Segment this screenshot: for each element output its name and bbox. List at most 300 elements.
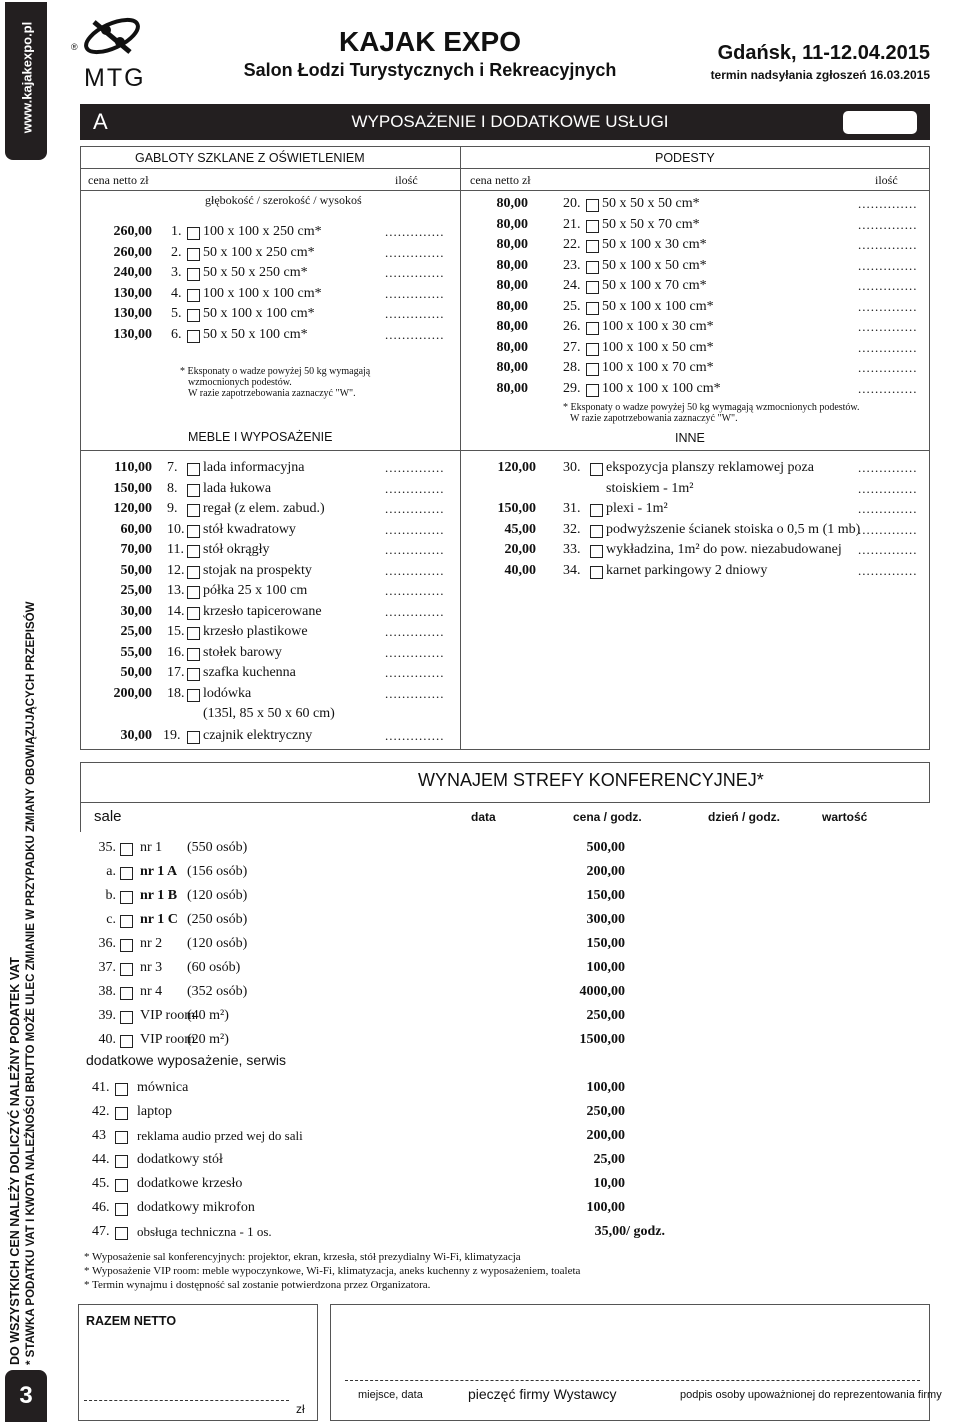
item-price: 80,00 bbox=[496, 257, 528, 273]
podesty-title: PODESTY bbox=[655, 151, 715, 165]
checkbox[interactable] bbox=[115, 1179, 128, 1192]
quantity-field[interactable]: .............. bbox=[385, 685, 445, 701]
item-number: 34. bbox=[563, 562, 581, 578]
room-number: 38. bbox=[98, 984, 116, 999]
extra-label: dodatkowe krzesło bbox=[137, 1176, 243, 1191]
place-date-label: miejsce, data bbox=[358, 1389, 423, 1401]
page-title: KAJAK EXPO bbox=[338, 26, 522, 57]
item-price: 45,00 bbox=[504, 521, 536, 537]
quantity-field[interactable]: .............. bbox=[858, 319, 918, 334]
item-label: 50 x 100 x 30 cm* bbox=[602, 237, 707, 252]
item-number: 33. bbox=[563, 542, 581, 557]
item-price: 130,00 bbox=[113, 326, 152, 342]
section-letter: A bbox=[93, 109, 108, 134]
quantity-field[interactable]: .............. bbox=[858, 257, 918, 273]
checkbox[interactable] bbox=[187, 668, 200, 681]
item-price: 80,00 bbox=[496, 298, 528, 314]
item-number: 3. bbox=[171, 265, 182, 280]
quantity-field[interactable]: .............. bbox=[858, 501, 918, 516]
list-row bbox=[0, 381, 960, 401]
signature-box bbox=[330, 1304, 930, 1421]
quantity-field[interactable]: .............. bbox=[858, 521, 918, 537]
checkbox[interactable] bbox=[187, 731, 200, 744]
konf-room-row bbox=[0, 888, 960, 908]
extra-label: reklama audio przed wej do sali bbox=[137, 1128, 303, 1143]
checkbox[interactable] bbox=[187, 586, 200, 599]
checkbox[interactable] bbox=[586, 302, 599, 315]
quantity-field[interactable]: .............. bbox=[385, 306, 445, 321]
quantity-field[interactable]: .............. bbox=[858, 480, 918, 496]
item-label: 50 x 50 x 100 cm* bbox=[203, 326, 308, 342]
checkbox[interactable] bbox=[586, 363, 599, 376]
checkbox[interactable] bbox=[120, 1035, 133, 1048]
item-price: 240,00 bbox=[113, 265, 152, 280]
quantity-field[interactable]: .............. bbox=[385, 265, 445, 280]
quantity-field[interactable]: .............. bbox=[385, 521, 445, 537]
item-number: 13. bbox=[167, 583, 185, 598]
quantity-field[interactable]: .............. bbox=[385, 244, 445, 260]
item-number: 12. bbox=[167, 562, 185, 578]
item-number: 32. bbox=[563, 521, 581, 537]
item-price: 80,00 bbox=[496, 216, 528, 232]
checkbox[interactable] bbox=[586, 261, 599, 274]
item-price: 50,00 bbox=[120, 665, 152, 680]
item-label: krzesło tapicerowane bbox=[203, 603, 322, 619]
konf-room-row bbox=[0, 960, 960, 980]
konf-room-row bbox=[0, 840, 960, 860]
konf-room-row bbox=[0, 912, 960, 932]
checkbox[interactable] bbox=[586, 343, 599, 356]
room-name: nr 2 bbox=[140, 936, 163, 951]
extra-price: 35,00/ godz. bbox=[594, 1224, 665, 1239]
item-label: 50 x 50 x 70 cm* bbox=[602, 216, 700, 232]
room-capacity: (156 osób) bbox=[187, 864, 248, 879]
extra-label: dodatkowy mikrofon bbox=[137, 1200, 255, 1215]
item-label: 100 x 100 x 250 cm* bbox=[203, 224, 322, 239]
extra-number: 46. bbox=[92, 1200, 110, 1215]
konf-title: WYNAJEM STREFY KONFERENCYJNEJ* bbox=[418, 770, 764, 790]
checkbox[interactable] bbox=[120, 1011, 133, 1024]
extra-number: 45. bbox=[92, 1176, 110, 1191]
vat-rate-note: * STAWKA PODATKU VAT I KWOTA NALEŻNOŚCI BRUTTO MOŻE ULEC ZMIANIE W PRZYPADKU ZMIANY OBOWIĄZUJĄCYCH PRZEPISÓW bbox=[25, 601, 37, 1365]
room-capacity: (550 osób) bbox=[187, 840, 248, 855]
item-number: 23. bbox=[563, 257, 581, 273]
list-row bbox=[0, 686, 960, 706]
checkbox[interactable] bbox=[120, 891, 133, 904]
item-label: regał (z elem. zabud.) bbox=[203, 501, 325, 516]
item-label: stoiskiem - 1m² bbox=[606, 480, 694, 496]
item-number: 1. bbox=[171, 224, 182, 239]
quantity-field[interactable]: .............. bbox=[858, 380, 918, 396]
section-title: WYPOSAŻENIE I DODATKOWE USŁUGI bbox=[351, 112, 669, 131]
item-label: plexi - 1m² bbox=[606, 501, 668, 516]
list-row bbox=[0, 196, 960, 216]
podesty-qty-head: ilość bbox=[875, 173, 898, 187]
quantity-field[interactable]: .............. bbox=[858, 339, 918, 355]
room-capacity: (120 osób) bbox=[187, 888, 248, 903]
checkbox[interactable] bbox=[187, 627, 200, 640]
item-label: wykładzina, 1m² do pow. niezabudowanej bbox=[606, 542, 842, 557]
gabloty-title: GABLOTY SZKLANE Z OŚWIETLENIEM bbox=[135, 151, 365, 165]
item-number: 5. bbox=[171, 306, 182, 321]
checkbox[interactable] bbox=[115, 1083, 128, 1096]
room-price: 500,00 bbox=[586, 840, 625, 855]
extra-row bbox=[0, 1128, 960, 1148]
list-row bbox=[0, 481, 960, 501]
dims-head: głębokość / szerokość / wysokoś bbox=[205, 193, 362, 207]
item-price: 80,00 bbox=[496, 339, 528, 355]
checkbox[interactable] bbox=[590, 566, 603, 579]
item-number: 9. bbox=[167, 501, 178, 516]
item-price: 200,00 bbox=[113, 685, 152, 701]
item-price: 30,00 bbox=[120, 603, 152, 619]
gabloty-note-3: W razie zapotrzebowania zaznaczyć "W". bbox=[188, 388, 356, 399]
mtg-logo-icon bbox=[80, 14, 144, 70]
list-row bbox=[0, 360, 960, 380]
item-price: 120,00 bbox=[497, 460, 536, 475]
room-price: 200,00 bbox=[586, 864, 625, 879]
item-label: czajnik elektryczny bbox=[203, 728, 313, 743]
konf-room-row bbox=[0, 864, 960, 884]
item-number: 16. bbox=[167, 644, 185, 660]
room-number: c. bbox=[106, 912, 116, 927]
room-name: nr 4 bbox=[140, 984, 163, 999]
quantity-field[interactable]: .............. bbox=[385, 562, 445, 578]
item-price: 260,00 bbox=[113, 244, 152, 260]
checkbox[interactable] bbox=[120, 843, 133, 856]
item-label: 100 x 100 x 50 cm* bbox=[602, 339, 714, 355]
section-banner bbox=[80, 104, 930, 140]
checkbox[interactable] bbox=[586, 384, 599, 397]
quantity-field[interactable]: .............. bbox=[385, 285, 445, 301]
page-subtitle: Salon Łodzi Turystycznych i Rekreacyjnych bbox=[243, 60, 617, 80]
item-price: 55,00 bbox=[120, 644, 152, 660]
list-row bbox=[0, 728, 960, 748]
room-capacity: (250 osób) bbox=[187, 912, 248, 927]
list-row bbox=[0, 522, 960, 542]
item-number: 7. bbox=[167, 460, 178, 475]
room-capacity: (60 osób) bbox=[187, 960, 241, 975]
room-price: 1500,00 bbox=[579, 1032, 625, 1047]
konf-col-dzien: dzień / godz. bbox=[708, 810, 780, 824]
razem-label: RAZEM NETTO bbox=[86, 1314, 177, 1328]
quantity-field[interactable]: .............. bbox=[385, 501, 445, 516]
extra-price: 100,00 bbox=[586, 1200, 625, 1215]
extra-label: mównica bbox=[137, 1080, 189, 1095]
item-label: lada łukowa bbox=[203, 480, 272, 496]
room-price: 300,00 bbox=[586, 912, 625, 927]
room-name: VIP room bbox=[140, 1008, 196, 1023]
item-price: 130,00 bbox=[113, 306, 152, 321]
registered-mark: ® bbox=[71, 42, 78, 52]
item-label: stołek barowy bbox=[203, 644, 282, 660]
extra-number: 47. bbox=[92, 1224, 110, 1239]
gabloty-note-1: * Eksponaty o wadze powyżej 50 kg wymagają bbox=[180, 366, 371, 377]
quantity-field[interactable]: .............. bbox=[385, 224, 445, 239]
checkbox[interactable] bbox=[586, 199, 599, 212]
razem-input-line[interactable] bbox=[84, 1400, 289, 1401]
item-label: 50 x 100 x 50 cm* bbox=[602, 257, 707, 273]
quantity-field[interactable]: .............. bbox=[858, 562, 918, 578]
extra-label: laptop bbox=[137, 1104, 172, 1119]
item-price: 30,00 bbox=[120, 728, 152, 743]
room-number: b. bbox=[105, 888, 116, 903]
checkbox[interactable] bbox=[120, 915, 133, 928]
item-price: 25,00 bbox=[120, 583, 152, 598]
list-row bbox=[0, 501, 960, 521]
stamp-label: pieczęć firmy Wystawcy bbox=[468, 1386, 617, 1402]
item-label: 50 x 50 x 50 cm* bbox=[602, 196, 700, 211]
extra-row bbox=[0, 1200, 960, 1220]
mtg-logo-text: MTG bbox=[84, 64, 146, 92]
item-price: 150,00 bbox=[497, 501, 536, 516]
item-label: stół kwadratowy bbox=[203, 521, 296, 537]
quantity-field[interactable]: .............. bbox=[858, 216, 918, 232]
item-label: 50 x 100 x 250 cm* bbox=[203, 244, 315, 260]
room-price: 4000,00 bbox=[579, 984, 625, 999]
list-row bbox=[0, 604, 960, 624]
item-price: 130,00 bbox=[113, 285, 152, 301]
item-label: 50 x 50 x 250 cm* bbox=[203, 265, 308, 280]
item-number: 10. bbox=[167, 521, 185, 537]
list-row bbox=[0, 340, 960, 360]
checkbox[interactable] bbox=[120, 939, 133, 952]
list-row bbox=[0, 542, 960, 562]
quantity-field[interactable]: .............. bbox=[385, 624, 445, 639]
item-label: 50 x 100 x 100 cm* bbox=[203, 306, 315, 321]
quantity-field[interactable]: .............. bbox=[385, 542, 445, 557]
quantity-field[interactable]: .............. bbox=[385, 326, 445, 342]
item-number: 6. bbox=[171, 326, 182, 342]
item-number: 27. bbox=[563, 339, 581, 355]
checkbox[interactable] bbox=[586, 240, 599, 253]
extra-number: 41. bbox=[92, 1080, 110, 1095]
currency-label: zł bbox=[296, 1402, 305, 1416]
konf-room-row bbox=[0, 984, 960, 1004]
item-label: 50 x 100 x 100 cm* bbox=[602, 298, 714, 314]
checkbox[interactable] bbox=[590, 525, 603, 538]
item-price: 40,00 bbox=[504, 562, 536, 578]
room-capacity: (352 osób) bbox=[187, 984, 248, 999]
konf-col-wartosc: wartość bbox=[822, 810, 868, 824]
item-price: 50,00 bbox=[120, 562, 152, 578]
quantity-field[interactable]: .............. bbox=[858, 237, 918, 252]
item-number: 17. bbox=[167, 665, 185, 680]
checkbox[interactable] bbox=[590, 545, 603, 558]
podesty-note-1: * Eksponaty o wadze powyżej 50 kg wymagają wzmocnionych podestów. bbox=[563, 402, 860, 413]
konf-room-row bbox=[0, 936, 960, 956]
item-price: 80,00 bbox=[496, 278, 528, 293]
item-label: lodówka bbox=[203, 685, 252, 701]
signature-line[interactable] bbox=[345, 1380, 920, 1381]
konf-col-sale: sale bbox=[94, 808, 122, 825]
room-name: VIP room bbox=[140, 1032, 196, 1047]
item-label: lada informacyjna bbox=[203, 460, 305, 475]
quantity-field[interactable]: .............. bbox=[858, 278, 918, 293]
extra-row bbox=[0, 1176, 960, 1196]
item-price: 260,00 bbox=[113, 224, 152, 239]
quantity-field[interactable]: .............. bbox=[385, 583, 445, 598]
vat-note: DO WSZYSTKICH CEN NALEŻY DOLICZYĆ NALEŻNY PODATEK VAT bbox=[8, 957, 22, 1365]
item-price: 150,00 bbox=[113, 480, 152, 496]
extras-title: dodatkowe wyposażenie, serwis bbox=[86, 1052, 286, 1068]
item-number: 25. bbox=[563, 298, 581, 314]
extra-row bbox=[0, 1104, 960, 1124]
item-label: szafka kuchenna bbox=[203, 665, 296, 680]
quantity-field[interactable]: .............. bbox=[385, 665, 445, 680]
room-price: 100,00 bbox=[586, 960, 625, 975]
room-capacity: (20 m²) bbox=[187, 1032, 229, 1047]
item-label: 100 x 100 x 100 cm* bbox=[602, 380, 721, 396]
list-row bbox=[0, 665, 960, 685]
footnote-2: * Wyposażenie VIP room: meble wypoczynkowe, Wi-Fi, klimatyzacja, aneks kuchenny z wyposażeniem, toaleta bbox=[84, 1265, 581, 1277]
checkbox[interactable] bbox=[187, 607, 200, 620]
konf-room-row bbox=[0, 1008, 960, 1028]
item-number: 2. bbox=[171, 244, 182, 260]
checkbox[interactable] bbox=[115, 1107, 128, 1120]
quantity-field[interactable]: .............. bbox=[385, 603, 445, 619]
item-number: 26. bbox=[563, 319, 581, 334]
checkbox[interactable] bbox=[586, 220, 599, 233]
item-price: 80,00 bbox=[496, 196, 528, 211]
list-row bbox=[0, 278, 960, 298]
deadline: termin nadsyłania zgłoszeń 16.03.2015 bbox=[710, 68, 930, 82]
item-price: 80,00 bbox=[496, 237, 528, 252]
quantity-field[interactable]: .............. bbox=[858, 460, 918, 475]
footnote-3: * Termin wynajmu i dostępność sal zostanie potwierdzona przez Organizatora. bbox=[84, 1279, 431, 1291]
konf-col-data: data bbox=[471, 810, 496, 824]
checkbox[interactable] bbox=[586, 281, 599, 294]
room-name: nr 1 A bbox=[140, 864, 178, 879]
item-price: 60,00 bbox=[120, 521, 152, 537]
item-number: 24. bbox=[563, 278, 581, 293]
checkbox[interactable] bbox=[187, 689, 200, 702]
item-number: 18. bbox=[167, 685, 185, 701]
item-price: 80,00 bbox=[496, 319, 528, 334]
gabloty-price-head: cena netto zł bbox=[88, 173, 149, 187]
website-url[interactable]: www.kajakexpo.pl bbox=[19, 21, 35, 134]
quantity-field[interactable]: .............. bbox=[385, 480, 445, 496]
list-row bbox=[0, 624, 960, 644]
list-row bbox=[0, 217, 960, 237]
item-price: 20,00 bbox=[504, 542, 536, 557]
extra-label: obsługa techniczna - 1 os. bbox=[137, 1224, 272, 1239]
quantity-field[interactable]: .............. bbox=[858, 298, 918, 314]
list-row bbox=[0, 460, 960, 480]
room-name: nr 3 bbox=[140, 960, 163, 975]
extra-price: 10,00 bbox=[593, 1176, 625, 1191]
room-capacity: (40 m²) bbox=[187, 1008, 229, 1023]
item-number: 20. bbox=[563, 196, 581, 211]
extra-price: 100,00 bbox=[586, 1080, 625, 1095]
form-code-field[interactable] bbox=[843, 111, 917, 134]
room-price: 150,00 bbox=[586, 888, 625, 903]
item-price: 70,00 bbox=[120, 542, 152, 557]
list-row bbox=[0, 645, 960, 665]
room-capacity: (120 osób) bbox=[187, 936, 248, 951]
item-number: 15. bbox=[167, 624, 185, 639]
room-name: nr 1 C bbox=[140, 912, 178, 927]
item-label: 50 x 100 x 70 cm* bbox=[602, 278, 707, 293]
quantity-field[interactable]: .............. bbox=[858, 360, 918, 375]
item-number: 29. bbox=[563, 380, 581, 396]
list-row bbox=[0, 258, 960, 278]
extra-label: dodatkowy stół bbox=[137, 1152, 223, 1167]
item-price: 25,00 bbox=[120, 624, 152, 639]
quantity-field[interactable]: .............. bbox=[858, 542, 918, 557]
checkbox[interactable] bbox=[120, 963, 133, 976]
checkbox[interactable] bbox=[115, 1203, 128, 1216]
list-row bbox=[0, 299, 960, 319]
quantity-field[interactable]: .............. bbox=[385, 644, 445, 660]
item-number: 28. bbox=[563, 360, 581, 375]
item-label: 100 x 100 x 100 cm* bbox=[203, 285, 322, 301]
room-number: 36. bbox=[98, 936, 116, 951]
meble-title: MEBLE I WYPOSAŻENIE bbox=[188, 430, 333, 444]
podesty-price-head: cena netto zł bbox=[470, 173, 531, 187]
item-label: karnet parkingowy 2 dniowy bbox=[606, 562, 768, 578]
page-number: 3 bbox=[5, 1370, 47, 1422]
sidebar-url-tab bbox=[5, 2, 47, 160]
checkbox[interactable] bbox=[120, 867, 133, 880]
quantity-field[interactable]: .............. bbox=[385, 460, 445, 475]
gabloty-note-2: wzmocnionych podestów. bbox=[188, 377, 292, 388]
konf-col-cena: cena / godz. bbox=[573, 810, 642, 824]
item-number: 11. bbox=[167, 542, 184, 557]
fridge-note: (135l, 85 x 50 x 60 cm) bbox=[203, 706, 335, 721]
room-name: nr 1 bbox=[140, 840, 163, 855]
checkbox[interactable] bbox=[590, 463, 603, 476]
list-row bbox=[0, 563, 960, 583]
quantity-field[interactable]: .............. bbox=[858, 196, 918, 211]
checkbox[interactable] bbox=[187, 648, 200, 661]
extra-number: 42. bbox=[92, 1104, 110, 1119]
checkbox[interactable] bbox=[115, 1227, 128, 1240]
item-number: 19. bbox=[163, 728, 181, 743]
checkbox[interactable] bbox=[115, 1131, 128, 1144]
extra-row bbox=[0, 1080, 960, 1100]
event-place-date: Gdańsk, 11-12.04.2015 bbox=[717, 42, 930, 64]
item-number: 30. bbox=[563, 460, 581, 475]
item-label: krzesło plastikowe bbox=[203, 624, 308, 639]
room-number: a. bbox=[106, 864, 116, 879]
item-label: półka 25 x 100 cm bbox=[203, 583, 308, 598]
checkbox[interactable] bbox=[590, 504, 603, 517]
signature-label: podpis osoby upoważnionej do reprezentowania firmy bbox=[680, 1389, 942, 1401]
podesty-note-2: W razie zapotrzebowania zaznaczyć "W". bbox=[570, 413, 738, 424]
item-number: 14. bbox=[167, 603, 185, 619]
konf-room-row bbox=[0, 1032, 960, 1052]
item-label: 100 x 100 x 30 cm* bbox=[602, 319, 714, 334]
room-number: 39. bbox=[98, 1008, 116, 1023]
footnote-1: * Wyposażenie sal konferencyjnych: projektor, ekran, krzesła, stół prezydialny Wi-Fi, klimatyzacja bbox=[84, 1251, 521, 1263]
quantity-field[interactable]: .............. bbox=[385, 728, 445, 743]
extra-number: 44. bbox=[92, 1152, 110, 1167]
item-label: stół okrągły bbox=[203, 542, 270, 557]
extra-row bbox=[0, 1152, 960, 1172]
checkbox[interactable] bbox=[120, 987, 133, 1000]
list-row bbox=[0, 319, 960, 339]
room-price: 250,00 bbox=[586, 1008, 625, 1023]
checkbox[interactable] bbox=[115, 1155, 128, 1168]
extra-price: 250,00 bbox=[586, 1104, 625, 1119]
item-label: ekspozycja planszy reklamowej poza bbox=[606, 460, 814, 475]
item-price: 110,00 bbox=[114, 460, 152, 475]
room-number: 40. bbox=[98, 1032, 116, 1047]
room-number: 35. bbox=[98, 840, 116, 855]
item-price: 80,00 bbox=[496, 360, 528, 375]
checkbox[interactable] bbox=[586, 322, 599, 335]
